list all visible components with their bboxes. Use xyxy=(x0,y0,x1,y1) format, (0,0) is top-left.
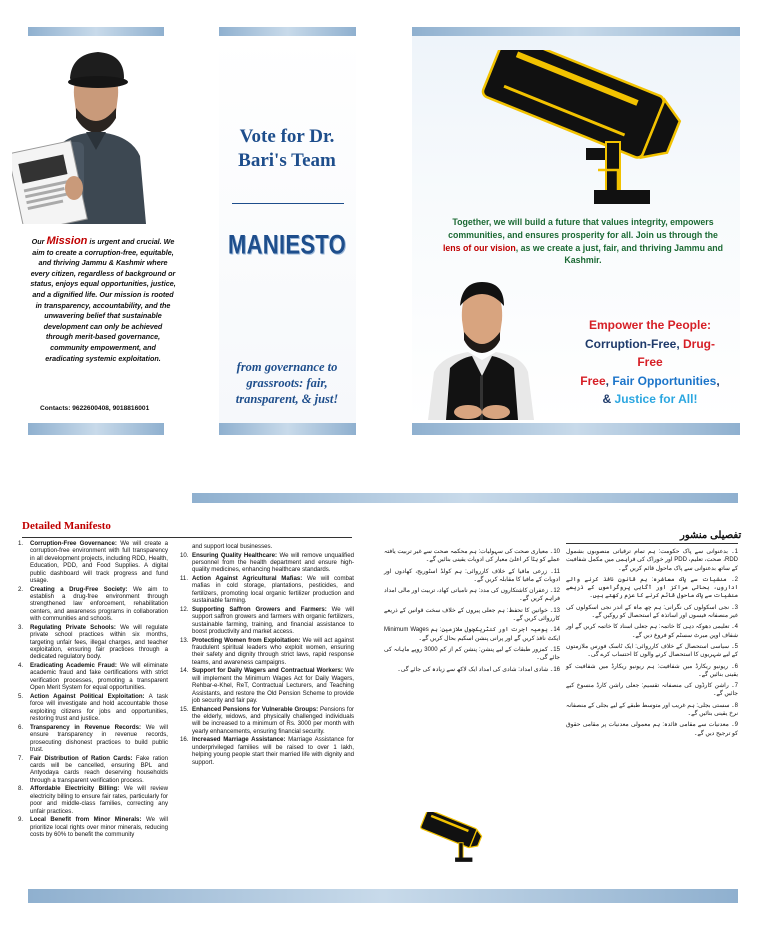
item-heading: Action Against Political Exploitation: xyxy=(30,692,145,700)
urdu-rule xyxy=(566,543,738,544)
item-number: 5. xyxy=(18,692,24,700)
vision-text-1: Together, we will build a future that values integrity, empowers communities, and ensures prosperity for all. Join us through the xyxy=(448,217,718,240)
item-heading: Increased Marriage Assistance: xyxy=(192,736,286,744)
item-heading: Protecting Women from Exploitation: xyxy=(192,636,301,644)
decor-bar xyxy=(28,27,164,36)
mission-statement xyxy=(30,236,176,364)
item-body: We will create a corruption-free environment with full transparency in all development projects, including RDD, Health, Education, PDD, and Food Supplies. A digital public dashboard will track progress and fund usage. xyxy=(30,540,169,585)
item-text xyxy=(30,540,168,584)
decor-bar xyxy=(219,27,356,36)
urdu-title: تفصیلی منشور xyxy=(680,530,742,541)
candidate-portrait xyxy=(424,280,536,420)
item-body: We will combat mafias in cold storage, plantations, pesticides, and fertilizers, promoting local organic fertilizer production and sustainable farming. xyxy=(192,575,354,605)
item-body: Pensions for the elderly, widows, and physically challenged individuals will be increased to a minimum of Rs. 3000 per month with yearly enhancements, ensuring financial security. xyxy=(192,705,354,735)
mission-body: is urgent and crucial. We aim to create a corruption-free, equitable, and thriving Jammu & Kashmir where every citizen, regardless of background or status, enjoys equal opportunities, justice, and a dignified life. Our mission is rooted in transparency, accountability, and the unwavering belief that sustainable development can only be achieved through merit-based governance, community empowerment, and eradicating systemic exploitation. xyxy=(30,237,176,363)
empower-justice: Justice for All! xyxy=(614,392,698,406)
manifesto-rule xyxy=(22,537,352,538)
item-number: 12. xyxy=(180,605,189,613)
mission-prefix: Our xyxy=(31,237,47,246)
vision-highlight: lens of our vision xyxy=(442,242,516,253)
item-text xyxy=(192,736,354,766)
slogan: from governance to grassroots: fair, transparent, & just! xyxy=(235,360,339,406)
item-body: We will review electricity billing to ensure fair rates, particularly for poor and middle-class families, correcting any unfair practices. xyxy=(30,785,168,815)
urdu-item: 1۔ بدعنوانی سے پاک حکومت: ہم تمام ترقیاتی منصوبوں بشمول RDD، صحت، تعلیم، PDD اور خوراک کی فراہمی میں مکمل شفافیت کے ساتھ بدعنوانی سے پاک ماحول قائم کریں گے۔ xyxy=(566,549,739,572)
item-number: 3. xyxy=(18,623,24,631)
item-text xyxy=(30,624,168,661)
item-text xyxy=(192,706,354,736)
item-text xyxy=(192,552,354,574)
item-text xyxy=(30,755,168,785)
manifesto-column-right xyxy=(180,543,354,767)
urdu-column-middle xyxy=(384,548,560,677)
item-heading: Action Against Agricultural Mafias: xyxy=(192,575,303,582)
empower-comma: , xyxy=(605,373,613,388)
urdu-item: 2۔ منشیات سے پاک معاشرہ: ہم قانون نافذ کرنے والے اداروں، بحالی مراکز اور آگاہی پروگراموں کے ذریعے منشیات سے پاک ماحول قائم کرنے کا عزم رکھتے ہیں۔ xyxy=(566,576,738,600)
item-heading: Fair Distribution of Ration Cards: xyxy=(30,754,133,762)
manifesto-item xyxy=(180,606,354,636)
item-text xyxy=(192,637,354,667)
empower-amp: & xyxy=(602,392,615,406)
manifesto-item xyxy=(18,662,168,692)
item-number: 7. xyxy=(18,754,24,762)
manifesto-item xyxy=(18,540,168,584)
item-heading: Support for Daily Wagers and Contractual Workers: xyxy=(192,667,343,675)
item-number: 4. xyxy=(18,662,24,670)
item-text xyxy=(30,662,168,692)
decor-bar xyxy=(192,493,738,503)
decor-bar xyxy=(28,423,164,435)
urdu-item: 7۔ راشن کارڈوں کی منصفانہ تقسیم: جعلی راشن کارڈ منسوخ کیے جائیں گے۔ xyxy=(566,683,738,698)
item-text xyxy=(30,693,168,723)
urdu-item: 12۔ زعفران کاشتکاروں کی مدد: ہم نامیاتی کھاد، تربیت اور مالی امداد فراہم کریں گے۔ xyxy=(384,588,560,603)
cctv-camera-small-icon xyxy=(418,812,486,866)
item-number: 10. xyxy=(180,551,189,559)
manifesto-item xyxy=(18,785,168,815)
item-number: 1. xyxy=(18,540,24,547)
item-text xyxy=(192,575,354,605)
item-body: We will prioritize local rights over minor minerals, reducing costs by 60% to benefit the community xyxy=(30,816,168,838)
urdu-item: 3۔ نجی اسکولوں کی نگرانی: ہم چھ ماہ کے اندر نجی اسکولوں کی غیر منصفانہ فیسوں اور اساتذہ کے استحصال کو روکیں گے۔ xyxy=(566,604,738,620)
manifesto-item xyxy=(180,667,354,704)
urdu-column-right xyxy=(566,548,738,741)
empower-corruption: Corruption-Free, xyxy=(585,336,683,351)
manifesto-title: Detailed Manifesto xyxy=(22,520,111,532)
vision-statement xyxy=(440,216,726,267)
item-body: and support local businesses. xyxy=(192,543,273,550)
item-text xyxy=(192,543,354,550)
manifesto-item xyxy=(18,816,168,838)
item-text xyxy=(192,667,354,704)
item-number: 11. xyxy=(180,575,189,582)
urdu-item: 16۔ شادی امداد: شادی کی امداد ایک لاکھ سے زیادہ کی جائے گی۔ xyxy=(397,666,560,673)
item-heading: Affordable Electricity Billing: xyxy=(30,785,120,793)
title-divider xyxy=(232,203,344,204)
urdu-item: 10۔ معیاری صحت کی سہولیات: ہم محکمہ صحت سے غیر تربیت یافتہ عملے کو ہٹا کر اعلیٰ معیار کی ادویات یقینی بنائیں گے۔ xyxy=(384,549,560,564)
item-heading: Supporting Saffron Growers and Farmers: xyxy=(192,605,327,613)
item-heading: Enhanced Pensions for Vulnerable Groups: xyxy=(192,705,319,713)
empower-fair: Fair Opportunities xyxy=(612,373,717,388)
manifesto-item xyxy=(18,586,168,623)
manifesto-heading: MANIESTO xyxy=(227,229,347,260)
item-number: 8. xyxy=(18,785,24,793)
item-number: 14. xyxy=(180,667,189,675)
urdu-item: 5۔ سیاسی استحصال کے خلاف کارروائی: ایک ٹاسک فورس ملازمتوں کے لیے شہریوں کا استحصال کرنے والوں کا احتساب کرے گی۔ xyxy=(566,643,738,659)
manifesto-item xyxy=(180,543,354,550)
urdu-item: 14۔ یومیہ اجرت اور کنٹریکچول ملازمین: ہم Minimum Wages ایکٹ نافذ کریں گے اور پرانی پنشن اسکیم بحال کریں گے۔ xyxy=(384,627,561,642)
manifesto-item xyxy=(180,575,354,605)
urdu-item: 9۔ معدنیات سے مقامی فائدہ: ہم معمولی معدنیات پر مقامی حقوق کو ترجیح دیں گے۔ xyxy=(566,722,738,737)
item-text xyxy=(30,586,168,623)
item-text xyxy=(30,785,168,815)
item-text xyxy=(30,724,168,754)
decor-bar xyxy=(28,889,738,903)
item-heading: Regulating Private Schools: xyxy=(30,623,116,631)
item-text xyxy=(30,816,168,838)
decor-bar xyxy=(219,423,356,435)
item-number: 9. xyxy=(18,816,24,824)
empower-comma2: , xyxy=(716,373,720,388)
urdu-item: 4۔ تعلیمی دھوکہ دہی کا خاتمہ: ہم جعلی اسناد کا خاتمہ کریں گے اور شفاف اوپن میرٹ سسٹم کو فروغ دیں گے۔ xyxy=(566,624,738,639)
vote-title: Vote for Dr. Bari's Team xyxy=(238,126,336,171)
item-body: Marriage Assistance for underprivileged families will be raised to over 1 lakh, helping young people start their married life with dignity and support. xyxy=(192,736,354,766)
empower-slogan xyxy=(580,316,720,409)
manifesto-item xyxy=(18,624,168,661)
item-number: 16. xyxy=(180,736,189,744)
urdu-item: 11۔ زرعی مافیا کے خلاف کارروائی: ہم کولڈ اسٹوریج، کھادوں اور ادویات کے مافیا کا مقابلہ کریں گے۔ xyxy=(384,568,560,583)
item-body: We will remove unqualified personnel from the health department and ensure high-quality medicines, enhancing healthcare standards. xyxy=(192,551,355,574)
manifesto-item xyxy=(180,637,354,667)
item-heading: Ensuring Quality Healthcare: xyxy=(192,551,278,559)
item-number xyxy=(180,543,192,550)
item-heading: Local Benefit from Minor Minerals: xyxy=(30,816,142,824)
item-number: 2. xyxy=(18,585,24,593)
item-number: 13. xyxy=(180,636,189,644)
item-body: We will ensure transparency in revenue records, prosecuting dishonest practices to build public trust. xyxy=(30,723,168,753)
item-body: We will support saffron growers and farmers with organic fertilizers, sustainable farming, training, and financial assistance to boost productivity and market access. xyxy=(192,605,354,636)
decor-bar xyxy=(412,27,740,36)
vision-text-2: , as we create a just, fair, and thriving Jammu and Kashmir. xyxy=(515,242,724,266)
manifesto-item xyxy=(18,755,168,785)
item-number: 15. xyxy=(180,705,189,713)
empower-drug-suffix: Free xyxy=(580,373,606,388)
candidate-photo xyxy=(12,38,162,224)
empower-drug: Drug-Free xyxy=(637,336,715,369)
urdu-item: 6۔ ریونیو ریکارڈ میں شفافیت: ہم ریونیو ریکارڈ میں شفافیت کو یقینی بنائیں گے۔ xyxy=(566,663,738,678)
urdu-item: 13۔ خواتین کا تحفظ: ہم جعلی پیروں کے خلاف سخت قوانین کے ذریعے کارروائی کریں گے۔ xyxy=(384,607,560,623)
manifesto-item xyxy=(18,693,168,723)
empower-heading: Empower the People: xyxy=(588,318,712,332)
decor-bar xyxy=(412,423,740,435)
item-heading: Creating a Drug-Free Society: xyxy=(30,585,128,593)
manifesto-column-left xyxy=(18,540,168,840)
cctv-camera-icon xyxy=(474,50,694,210)
item-heading: Eradicating Academic Fraud: xyxy=(30,662,117,670)
item-heading: Corruption-Free Governance: xyxy=(30,540,117,547)
item-body: We aim to establish a drug-free environment through strengthened law enforcement, rehabilitation centers, and awareness programs in collaboration with communities and schools. xyxy=(30,585,168,623)
item-text xyxy=(192,606,354,636)
manifesto-item xyxy=(18,724,168,754)
urdu-item: 8۔ سستی بجلی: ہم غریب اور متوسط طبقے کے لیے بجلی کے منصفانہ نرخ یقینی بنائیں گے۔ xyxy=(566,702,738,718)
item-body: We will act against fraudulent spiritual leaders who exploit women, ensuring their safety and dignity through strict laws, rapid response teams, and awareness campaigns. xyxy=(192,636,354,666)
item-body: We will eliminate academic fraud and fake certifications with strict verification processes, promoting a transparent Open Merit System for equal opportunities. xyxy=(30,662,168,692)
item-body: We will implement the Minimum Wages Act for Daily Wagers, Rehbar-e-Khel, ReT, Contractual Lecturers, and Teaching Assistants, and restore the Old Pension Scheme to provide job security and fair pay. xyxy=(192,667,354,705)
item-body: A task force will investigate and hold accountable those exploiting citizens for jobs and opportunities, restoring trust and justice. xyxy=(30,692,168,723)
urdu-item: 15۔ کمزور طبقات کے لیے پنشن: پنشن کم از کم 3000 روپے ماہانہ کی جائے گی۔ xyxy=(384,646,560,662)
manifesto-item xyxy=(180,706,354,736)
item-heading: Transparency in Revenue Records: xyxy=(30,723,142,731)
item-number: 6. xyxy=(18,723,24,731)
mission-highlight: Mission xyxy=(46,235,88,247)
manifesto-item xyxy=(180,736,354,766)
manifesto-item xyxy=(180,552,354,574)
contacts: Contacts: 9622600408, 9018816001 xyxy=(40,405,150,412)
item-body: We will regulate private school practices within six months, targeting unfair fees, illegal charges, and teacher exploitation, ensuring fair practices through a dedicated regulatory body. xyxy=(30,623,168,661)
item-body: Fake ration cards will be cancelled, ensuring BPL and Antyodaya cards reach deserving households through a transparent verification process. xyxy=(30,754,168,784)
